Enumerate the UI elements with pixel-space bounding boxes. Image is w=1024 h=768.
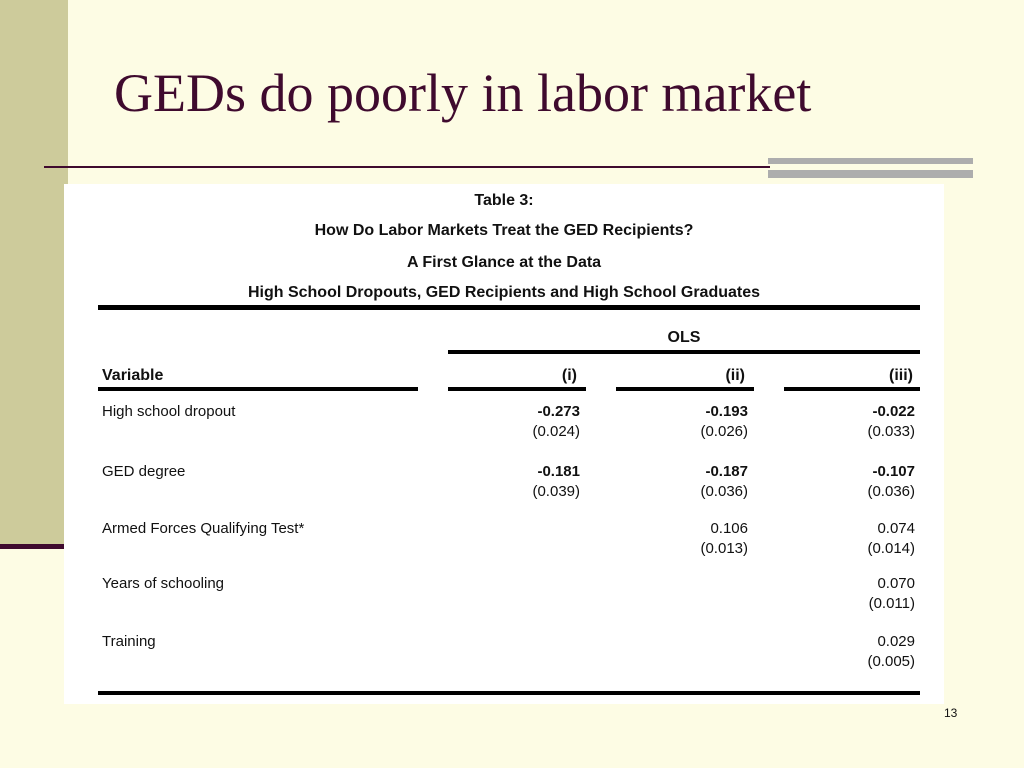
- table-cell: [628, 462, 748, 502]
- table-caption-question: How Do Labor Markets Treat the GED Recipients?: [314, 222, 694, 239]
- table-cell: [795, 574, 915, 614]
- row-label-ged-degree: GED degree: [102, 463, 186, 480]
- row-label-years-of-schooling: Years of schooling: [102, 575, 225, 592]
- table-cell: [795, 462, 915, 502]
- coefficient: -0.022: [872, 403, 915, 420]
- table-caption-number: Table 3:: [474, 192, 534, 209]
- ols-header-rule: [448, 350, 920, 354]
- standard-error: (0.026): [700, 423, 748, 440]
- column-header-ii: (ii): [725, 367, 745, 384]
- coefficient: 0.070: [877, 575, 915, 592]
- standard-error: (0.033): [867, 423, 915, 440]
- table-cell: [795, 519, 915, 559]
- title-underline: [44, 166, 770, 168]
- page-number: 13: [944, 706, 958, 720]
- standard-error: (0.013): [700, 540, 748, 557]
- table-cell: [460, 462, 580, 502]
- coefficient: -0.187: [705, 463, 748, 480]
- table-top-rule: [98, 305, 920, 310]
- coefficient: -0.181: [537, 463, 580, 480]
- table-cell: [628, 402, 748, 442]
- standard-error: (0.014): [867, 540, 915, 557]
- left-accent-rule: [0, 544, 68, 549]
- standard-error: (0.005): [867, 653, 915, 670]
- table-caption-sample: High School Dropouts, GED Recipients and High School Graduates: [247, 284, 761, 301]
- table-caption-subtitle: A First Glance at the Data: [406, 254, 602, 271]
- ols-header: OLS: [667, 329, 701, 346]
- coefficient: -0.273: [537, 403, 580, 420]
- column-i-rule: [448, 387, 586, 391]
- variable-header-rule: [98, 387, 418, 391]
- column-header-iii: (iii): [889, 367, 913, 384]
- coefficient: -0.107: [872, 463, 915, 480]
- row-label-training: Training: [102, 633, 156, 650]
- standard-error: (0.036): [867, 483, 915, 500]
- table-cell: [460, 402, 580, 442]
- decorative-bar-top: [768, 158, 973, 164]
- column-header-i: (i): [561, 367, 577, 384]
- left-accent-band: [0, 0, 68, 548]
- column-ii-rule: [616, 387, 754, 391]
- row-label-high-school-dropout: High school dropout: [102, 403, 236, 420]
- regression-table: [64, 184, 944, 704]
- table-cell: [795, 632, 915, 672]
- coefficient: -0.193: [705, 403, 748, 420]
- table-cell: [628, 519, 748, 559]
- row-label-afqt: Armed Forces Qualifying Test*: [102, 520, 305, 537]
- coefficient: 0.029: [877, 633, 915, 650]
- coefficient: 0.106: [710, 520, 748, 537]
- standard-error: (0.024): [532, 423, 580, 440]
- coefficient: 0.074: [877, 520, 915, 537]
- standard-error: (0.039): [532, 483, 580, 500]
- table-cell: [795, 402, 915, 442]
- standard-error: (0.011): [868, 595, 915, 612]
- standard-error: (0.036): [700, 483, 748, 500]
- slide-title: GEDs do poorly in labor market: [114, 63, 812, 123]
- decorative-bar-bottom: [768, 170, 973, 178]
- variable-header: Variable: [102, 367, 164, 384]
- column-iii-rule: [784, 387, 920, 391]
- table-bottom-rule: [98, 691, 920, 695]
